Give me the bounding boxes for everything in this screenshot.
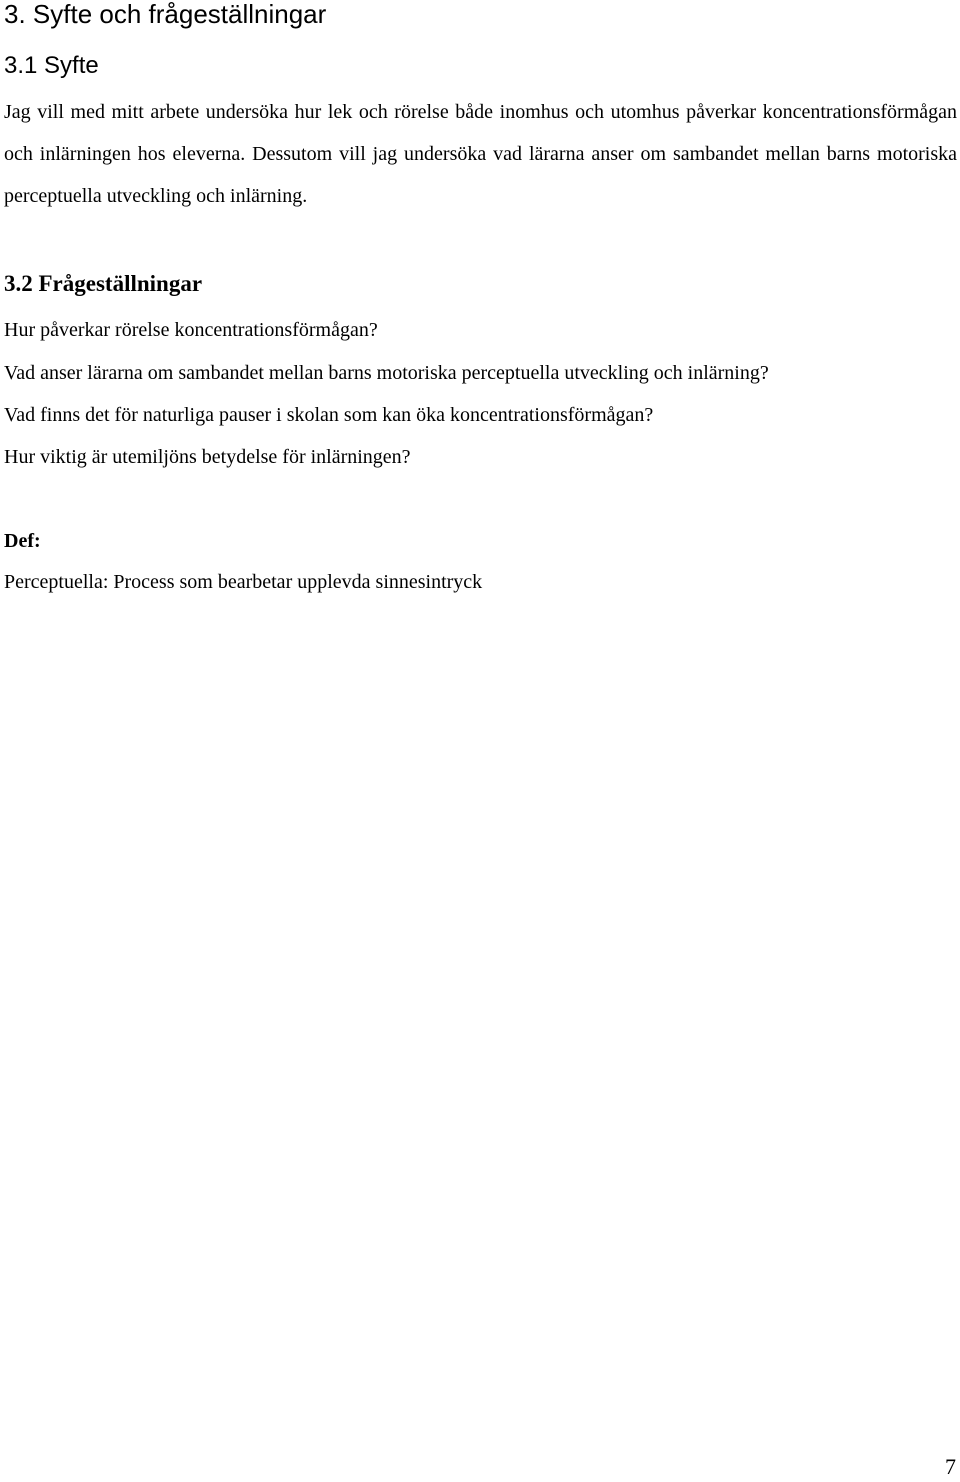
question-1: Hur påverkar rörelse koncentrationsförmågan?	[4, 319, 378, 341]
question-2: Vad anser lärarna om sambandet mellan barns motoriska perceptuella utveckling och inlärning?	[4, 362, 769, 384]
syfte-paragraph: Jag vill med mitt arbete undersöka hur lek och rörelse både inomhus och utomhus påverkar koncentrationsförmågan och inlärningen hos eleverna. Dessutom vill jag undersöka vad lärarna anser om sambandet mellan barns motoriska perceptuella utveckling och inlärning.	[4, 101, 957, 207]
definition-text: Perceptuella: Process som bearbetar upplevda sinnesintryck	[4, 571, 483, 593]
page-number: 7	[945, 1454, 956, 1479]
section-heading-fragestallningar: 3.2 Frågeställningar	[4, 271, 203, 296]
definition-label: Def:	[4, 530, 41, 552]
question-3: Vad finns det för naturliga pauser i skolan som kan öka koncentrationsförmågan?	[4, 404, 654, 426]
main-heading: 3. Syfte och frågeställningar	[4, 0, 327, 29]
section-heading-syfte: 3.1 Syfte	[4, 52, 99, 79]
question-4: Hur viktig är utemiljöns betydelse för inlärningen?	[4, 446, 411, 468]
